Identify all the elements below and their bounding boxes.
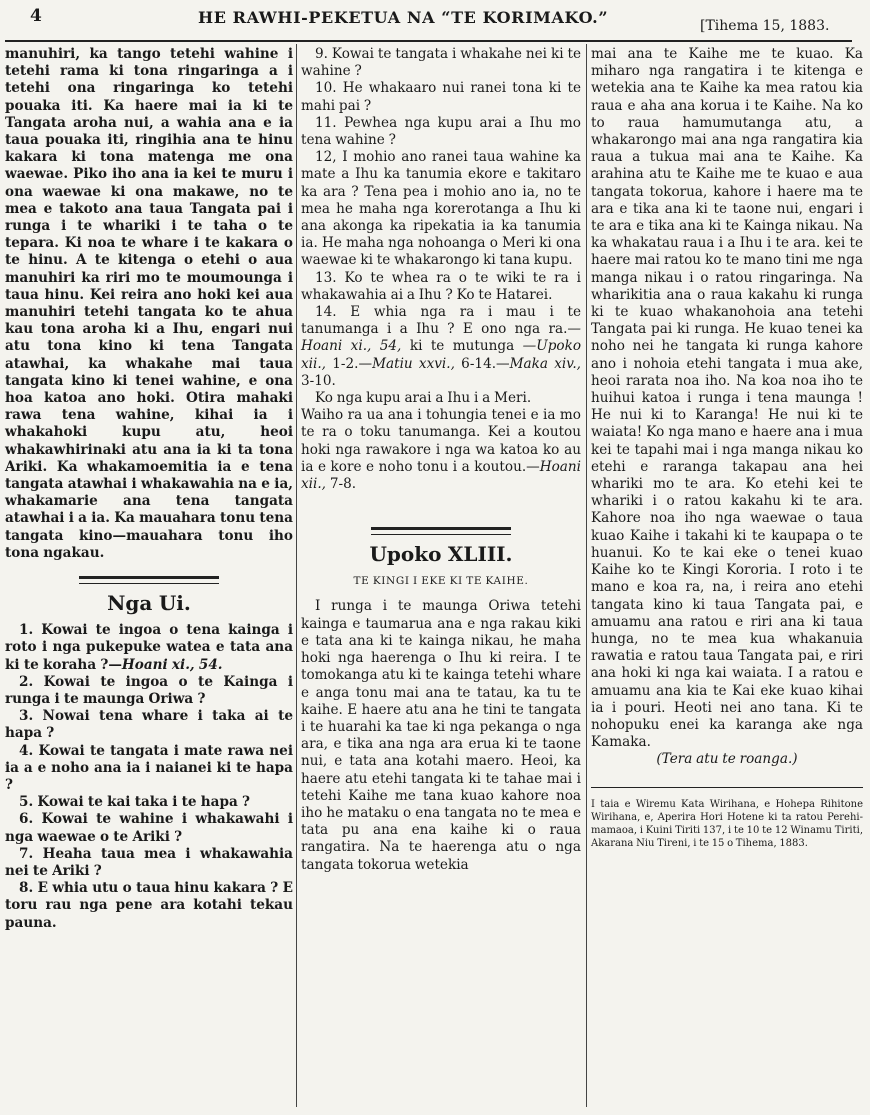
question-6: 6. Kowai te wahine i whakawahi i nga waewae o te Ariki ? (5, 811, 293, 845)
chapter-body-continued: mai ana te Kaihe me te kuao. Ka miharo nga rangatira i te kitenga e wetekia ana te Kaihe ka mea ratou kia raua e aha ana korua i te Kaihe. Na ko to raua hamumutanga atu, a whakarongo mai ana nga rangatira kia raua a tukua mai ana te Kaihe. Ka arahina atu te Kaihe me te kuao e aua tangata tokorua, kahore i haere ma te ara e tika ana ki te taone nui, engari i te ara e tika ana ki te Kainga nikau. Na ka whakatau raua i a Ihu i te ara. kei te haere mai ratou ko te mano tini me nga manga nikau i o ratou ringaringa. Na wharikitia ana o raua kakahu ki runga ki te kuao whakanohoia ana tetehi Tangata pai ki runga. He kuao tenei ka noho nei he tangata ki runga kahore ano i nohoia etehi tangata i mua ake, heoi rarata noa iho. Na koa noa iho te huihui katoa i runga i tena maunga ! He nui ki to Karanga! He nui ki te waiata! Ko nga mano e haere ana i mua kei te tapahi mai i nga manga nikau ko etehi e raranga takapau ana hei whariki mo te ara. Ko etehi kei te whariki i o ratou kakahu ki te ara. Kahore noa iho nga waewae o taua kuao Kaihe i takahi ki te kaupapa o te huanui. Ko te kai eke o tenei kuao Kaihe ko te Kingi Kororia. I roto i te mano e koa ra, na, i reira ano etehi tangata kino ki taua Tangata pai, e amuamu ana ratou e riri ana ki taua hunga, no te mea kua whakanuia rawatia e ratou taua Tangata pai, e riri ana hoki ki nga kai waiata. I a ratou e amuamu ana kia te Kai eke kuao kihai ia i pouri. Heoti nei ano tana. Ki te nohopuku enei ka karanga ake nga Kamaka. (591, 46, 863, 751)
header-rule (5, 40, 852, 42)
chapter-subheading: TE KINGI I EKE KI TE KAIHE. (353, 575, 529, 588)
scripture-ref: —Hoani xi., 54, (301, 321, 581, 355)
printer-imprint: I taia e Wiremu Kata Wirihana, e Hohepa Rihitone Wirihana, e, Aperira Hori Hotene ki ta ratou Perehi-mamaoa, i Kuini Tiriti 137, i te 10 te 12 Winamu Tiriti, Akarana Niu Tireni, i te 15 o Tihema, 1883. (591, 798, 863, 849)
section-ornament (371, 527, 511, 535)
question-5: 5. Kowai te kai taka i te hapa ? (19, 794, 251, 811)
column-2 (301, 46, 581, 874)
closing-quote (301, 407, 581, 493)
question-14 (301, 304, 581, 390)
quote-text: Waiho ra ua ana i tohungia tenei e ia mo te ra o toku tanumanga. Kei a koutou hoki nga rawakore i nga wa katoa ko au ia e kore e noho tonu i a koutou.— (301, 407, 581, 475)
scripture-ref: —Upoko xii., (301, 338, 581, 372)
to-be-continued: (Tera atu te roanga.) (656, 751, 798, 768)
question-3: 3. Nowai tena whare i taka ai te hapa ? (5, 708, 293, 742)
scripture-ref: Hoani xii., (301, 458, 581, 493)
ref-joiner: ki te mutunga (409, 338, 515, 355)
ref-verses: 3-10. (301, 372, 336, 389)
section-heading: Nga Ui. (107, 591, 191, 616)
column-divider (586, 44, 587, 1107)
issue-date: [Tihema 15, 1883. (700, 18, 830, 34)
page-header (0, 0, 870, 40)
page-number: 4 (30, 6, 42, 26)
chapter-body: I runga i te maunga Oriwa tetehi kainga e taumarua ana e nga rakau kiki e tata ana ki te kainga nikau, he maha hoki nga haerenga o Ihu ki reira. I te tomokanga atu ki te kainga tetehi whare e anga tonu mai ana te tatau, ka tu te kaihe. E haere atu ana he tini te tangata i te huarahi ka tae ki nga pekanga o nga ara, e tika ana nga ara erua ki te taone nui, e tata ana kotahi maero. Heoi, ka haere atu etehi tangata ki te tahae mai i tetehi Kaihe me tana kuao kahore noa iho he mataku o ena tangata no te mea e tata pu ana ena kaihe ki o raua rangatira. Na te haerenga atu o nga tangata tokorua wetekia (301, 598, 581, 873)
column-3 (591, 46, 863, 850)
question-text: 1. Kowai te ingoa o tena kainga i roto i nga pukepuke watea e tata ana ki te koraha ?— (5, 622, 293, 673)
question-11: 11. Pewhea nga kupu arai a Ihu mo tena wahine ? (301, 114, 581, 149)
closing-question: Ko nga kupu arai a Ihu i a Meri. (315, 390, 532, 407)
scripture-ref: Hoani xi., 54. (121, 656, 223, 673)
imprint-rule (591, 787, 863, 788)
ref-verses: 7-8. (329, 476, 357, 493)
question-8: 8. E whia utu o taua hinu kakara ? E toru rau nga pene ara kotahi tekau pauna. (5, 880, 293, 931)
question-4: 4. Kowai te tangata i mate rawa nei ia a e noho ana ia i naianei ki te hapa ? (5, 742, 293, 793)
scripture-ref: Maka xiv., (509, 355, 581, 372)
scripture-ref: Matiu xxvi., (372, 355, 455, 372)
question-13: 13. Ko te whea ra o te wiki te ra i whakawahia ai a Ihu ? Ko te Hatarei. (301, 269, 581, 303)
question-1 (5, 622, 293, 674)
question-10: 10. He whakaaro nui ranei tona ki te mahi pai ? (301, 80, 581, 114)
running-title: HE RAWHI-PEKETUA NA “TE KORIMAKO.” (198, 8, 609, 27)
ref-verses: 6-14.— (461, 355, 510, 372)
question-2: 2. Kowai te ingoa o te Kainga i runga i te maunga Oriwa ? (5, 673, 293, 707)
section-ornament (79, 576, 219, 584)
question-text: 14. E whia nga ra i mau i te tanumanga i a Ihu ? E ono nga ra. (301, 304, 581, 338)
chapter-heading: Upoko XLIII. (369, 542, 513, 567)
ref-verses: 1-2.— (332, 355, 373, 372)
column-divider (296, 44, 297, 1107)
question-12: 12, I mohio ano ranei taua wahine ka mate a Ihu ka tanumia ekore e takitaro ka ara ? Tena pea i mohio ano ia, no te mea he maha nga korerotanga a Ihu ki ana akonga ka ripekatia ia ka tanumia ia. He maha nga nohoanga o Meri ki ona waewae ki te whakarongo ki tana kupu. (301, 149, 581, 269)
column-1 (5, 46, 293, 932)
question-7: 7. Heaha taua mea i whakawahia nei te Ariki ? (5, 845, 293, 879)
question-9: 9. Kowai te tangata i whakahe nei ki te wahine ? (301, 46, 581, 80)
body-paragraph: manuhiri, ka tango tetehi wahine i tetehi rama ki tona ringaringa a i tetehi ona ringaringa ko tetehi pouaka iti. Ka haere mai ia ki te Tangata aroha nui, a wahia ana e ia taua pouaka iti, ringihia ana te hinu kakara ki tona matenga me ona waewae. Piko iho ana ia kei te muru i ona waewae ki ona makawe, no te mea e takoto ana taua Tangata pai i runga i te whariki i te taha o te tepara. Ki noa te whare i te kakara o te hinu. A te kitenga o etehi o aua manuhiri ka riri mo te moumounga i taua hinu. Kei reira ano hoki kei aua manuhiri tetehi tangata ko te ahua kau tona aroha ki a Ihu, engari nui atu tona kino ki tena Tangata atawhai, ka whakahe mai taua tangata kino ki tenei wahine, e ona hoa katoa ano hoki. Otira mahaki rawa tena wahine, kihai ia i whakahoki kupu atu, heoi whakawhirinaki atu ana ia ki ta tona Ariki. Ka whakamoemitia ia e tena tangata atawhai i whakawahia na e ia, whakamarie ana tena tangata atawhai i a ia. Ka mauahara tonu tena tangata kino—mauahara tonu iho tona ngakau. (5, 46, 293, 561)
